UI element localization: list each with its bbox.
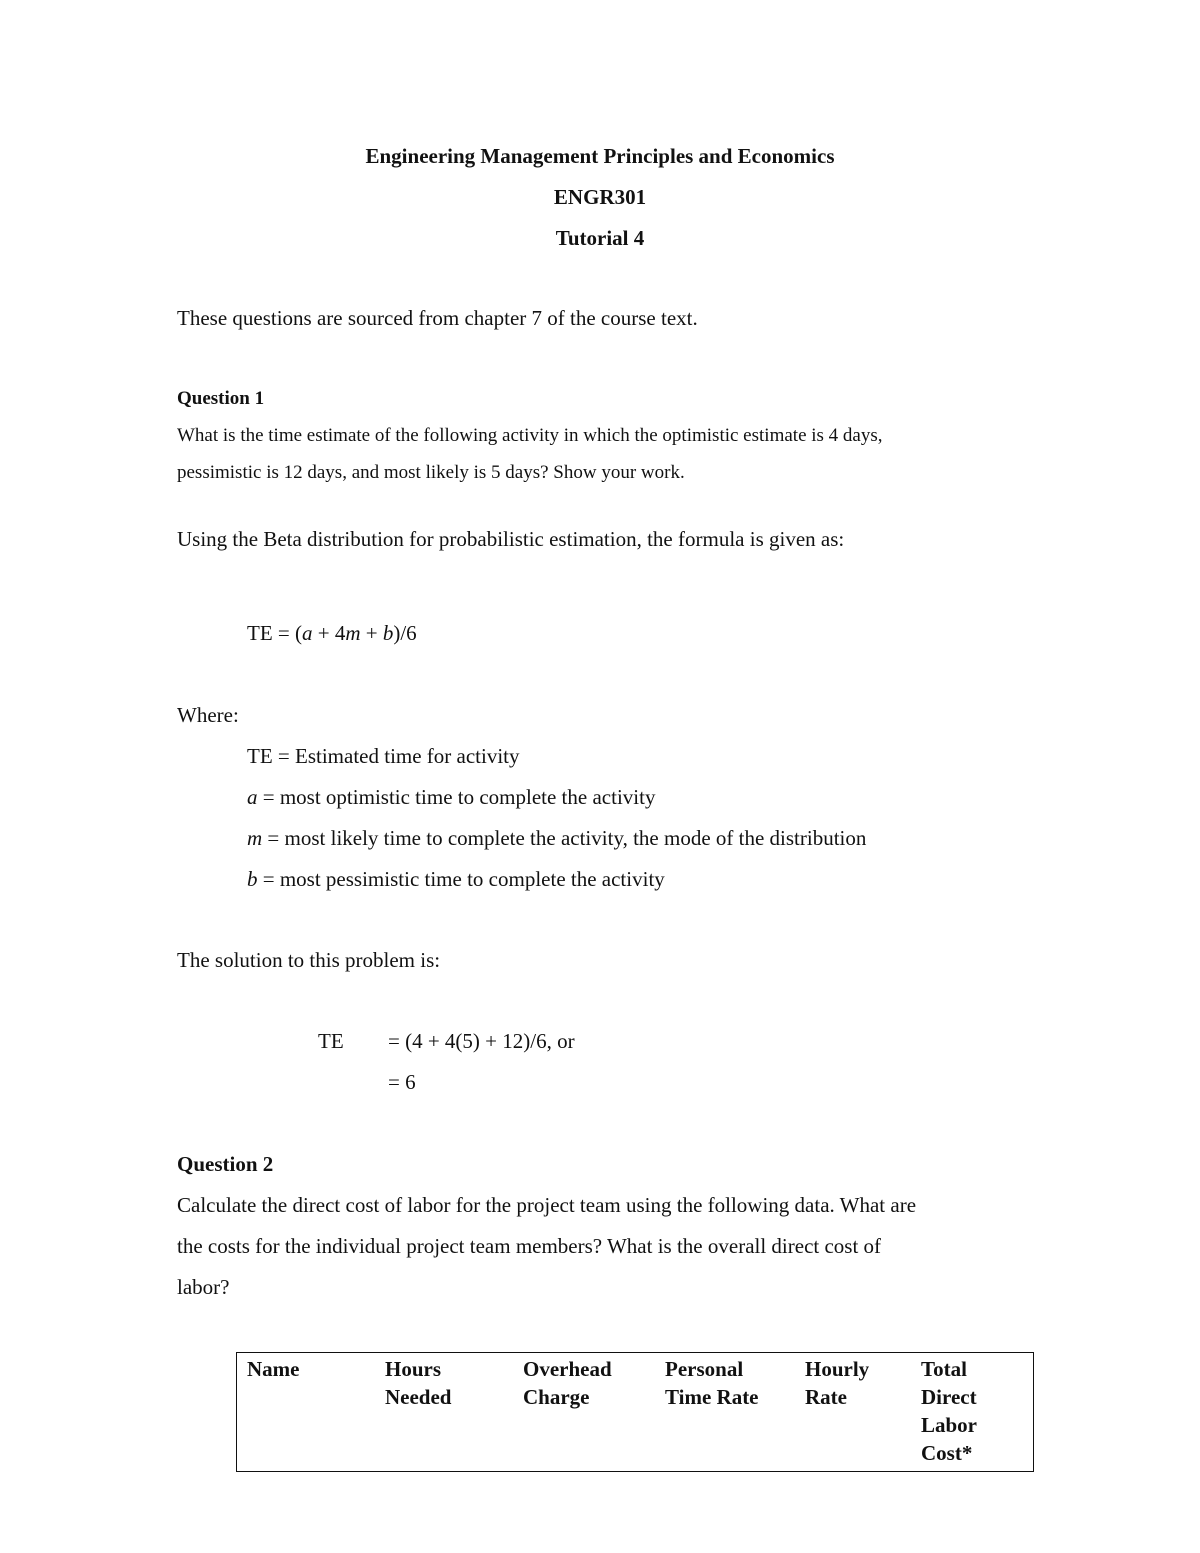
definition-a-desc: = most optimistic time to complete the activity [257, 785, 656, 809]
formula-a: a [302, 621, 313, 645]
table-header-row [237, 1353, 1034, 1472]
course-code: ENGR301 [553, 185, 647, 209]
definition-b-var: b [247, 867, 258, 891]
header-personal-time-rate: Personal Time Rate [665, 1357, 759, 1409]
course-title: Engineering Management Principles and Economics [365, 144, 835, 168]
question2-text-line3: labor? [177, 1275, 230, 1299]
formula-te: TE = ( [247, 621, 302, 645]
question1-text-line1: What is the time estimate of the following activity in which the optimistic estimate is 4 days, [177, 425, 883, 446]
header-total-direct-labor-cost: Total Direct Labor Cost* [921, 1357, 977, 1465]
definition-te: TE = Estimated time for activity [247, 744, 520, 768]
labor-cost-table [236, 1352, 1034, 1472]
definition-m-var: m [247, 826, 263, 850]
question2-text-line1: Calculate the direct cost of labor for the project team using the following data. What are [177, 1193, 917, 1217]
intro-text: These questions are sourced from chapter 7 of the course text. [177, 306, 698, 330]
where-label: Where: [177, 703, 239, 727]
header-name: Name [247, 1357, 300, 1381]
formula-plus4: + 4 [312, 621, 346, 645]
solution-label: TE [318, 1029, 344, 1053]
question1-text-line2: pessimistic is 12 days, and most likely is 5 days? Show your work. [177, 462, 685, 483]
definition-m-desc: = most likely time to complete the activity, the mode of the distribution [262, 826, 867, 850]
formula-m: m [345, 621, 361, 645]
formula-plus: + [360, 621, 383, 645]
solution-line2: = 6 [388, 1070, 416, 1094]
question2-text-line2: the costs for the individual project team members? What is the overall direct cost of [177, 1234, 882, 1258]
solution-intro: The solution to this problem is: [177, 948, 441, 972]
solution-line1: = (4 + 4(5) + 12)/6, or [388, 1029, 575, 1053]
definition-a-var: a [247, 785, 258, 809]
te-formula [247, 621, 417, 646]
question1-heading: Question 1 [177, 388, 265, 409]
header-hours-needed: Hours Needed [385, 1357, 452, 1409]
tutorial-number: Tutorial 4 [555, 226, 645, 250]
definition-b [247, 867, 665, 892]
beta-intro: Using the Beta distribution for probabilistic estimation, the formula is given as: [177, 527, 845, 551]
definition-b-desc: = most pessimistic time to complete the activity [257, 867, 665, 891]
header-hourly-rate: Hourly Rate [805, 1357, 870, 1409]
definition-m [247, 826, 866, 851]
formula-tail: )/6 [393, 621, 417, 645]
formula-b: b [382, 621, 394, 645]
header-overhead-charge: Overhead Charge [523, 1357, 612, 1409]
definition-a [247, 785, 655, 810]
question2-heading: Question 2 [177, 1152, 274, 1176]
